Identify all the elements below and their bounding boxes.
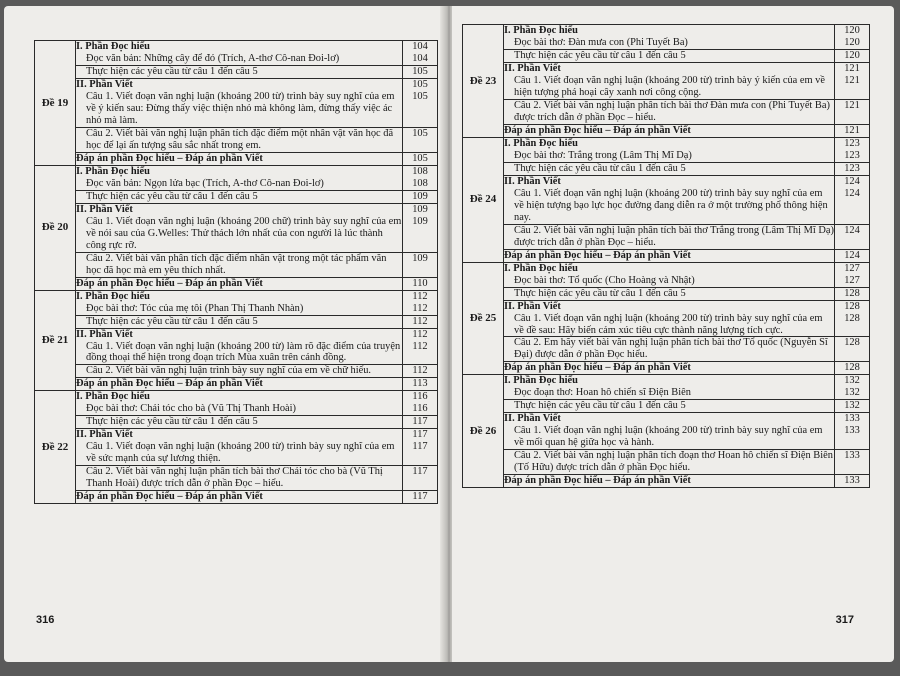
section-heading: II. Phần Viết [504,175,561,187]
page-ref: 133 [844,413,860,425]
exam-label: Đề 26 [463,375,504,488]
toc-row [35,315,438,328]
answer-key-entry: Đáp án phần Đọc hiểu – Đáp án phần Viết [504,249,691,261]
page-ref: 112 [412,328,428,340]
toc-entry [504,300,835,337]
entry-text: Đọc văn bản: Những cây để đó (Trích, A-thơ Cô-nan Đoi-lơ) [86,53,340,64]
entry-text: Thực hiện các yêu cầu từ câu 1 đến câu 5 [86,190,258,202]
toc-entry [504,99,835,124]
entry-text: Đọc đoạn thơ: Hoan hô chiến sĩ Điện Biên [514,387,691,399]
page-ref-cell [835,413,870,450]
page-ref-cell [835,287,870,300]
section-heading: I. Phần Đọc hiểu [76,165,150,177]
page-ref-cell [835,50,870,63]
entry-text: Thực hiện các yêu cầu từ câu 1 đến câu 5 [86,416,258,428]
toc-entry [504,362,835,375]
entry-text: Câu 2. Viết bài văn nghị luận phân tích đoạn thơ Hoan hô chiến sĩ Điện Biên (Tố Hữu) được trích dẫn ở phần Đọc hiểu. [514,450,833,474]
toc-entry [76,203,403,252]
page-ref: 120 [844,25,860,36]
page-ref-cell [403,277,438,290]
entry-text: Thực hiện các yêu cầu từ câu 1 đến câu 5 [86,66,258,77]
page-ref: 133 [844,475,860,487]
toc-entry [76,365,403,378]
toc-row [463,262,870,287]
toc-row [35,290,438,315]
page-ref-cell [835,450,870,475]
toc-entry [76,41,403,66]
toc-row [463,50,870,63]
page-ref-cell [403,66,438,79]
answer-key-entry: Đáp án phần Đọc hiểu – Đáp án phần Viết [76,491,263,503]
page-ref: 123 [844,162,860,174]
toc-row [463,175,870,224]
exam-label: Đề 25 [463,262,504,375]
page-ref-cell [403,491,438,504]
page-ref: 128 [844,287,860,299]
page-ref-cell [835,99,870,124]
page-ref-cell [403,328,438,365]
page-ref: 128 [844,362,860,374]
page-ref-cell [403,290,438,315]
toc-row [463,224,870,249]
page-ref: 109 [412,190,428,202]
toc-entry [504,475,835,488]
right-page [452,6,894,662]
toc-row [35,429,438,466]
exam-label: Đề 21 [35,290,76,391]
exam-label: Đề 23 [463,25,504,138]
entry-text: Câu 2. Em hãy viết bài văn nghị luận phân tích bài thơ Tổ quốc (Nguyễn Sĩ Đại) được dẫn ở phần Đọc hiểu. [514,337,828,361]
answer-key-entry: Đáp án phần Đọc hiểu – Đáp án phần Viết [76,277,263,289]
page-ref: 121 [844,99,860,111]
toc-row [35,41,438,66]
entry-text: Câu 1. Viết đoạn văn nghị luận (khoảng 200 từ) trình bày suy nghĩ của em về mối quan hệ giữa học và hành. [514,425,823,449]
toc-row [463,475,870,488]
entry-text: Câu 1. Viết đoạn văn nghị luận (khoảng 200 từ) trình bày suy nghĩ của em về đề sau: Hãy biến cảm xúc tiêu cực thành năng lượng tích cực. [514,312,823,336]
exam-label: Đề 20 [35,165,76,290]
page-ref-cell [403,203,438,252]
page-ref: 105 [412,127,428,139]
toc-entry [76,252,403,277]
toc-row [463,300,870,337]
page-ref-cell [835,25,870,50]
page-number-right: 317 [835,614,854,626]
toc-row [35,491,438,504]
page-ref: 109 [412,203,428,215]
page-ref: 110 [412,277,428,289]
toc-entry [504,249,835,262]
page-ref: 128 [844,300,860,312]
toc-entry [504,175,835,224]
toc-row [35,391,438,416]
entry-text: Câu 1. Viết đoạn văn nghị luận (khoảng 200 từ) trình bày suy nghĩ của em về sức mạnh của sự lương thiện. [86,441,395,465]
toc-row [463,287,870,300]
toc-entry [76,328,403,365]
page-ref: 117 [412,466,428,478]
page-ref: 116 [412,391,428,403]
entry-text: Đọc bài thơ: Tổ quốc (Cho Hoàng và Nhật) [514,274,695,286]
entry-text: Thực hiện các yêu cầu từ câu 1 đến câu 5 [514,400,686,412]
entry-text: Đọc văn bản: Ngọn lửa bạc (Trích, A-thơ Cô-nan Đoi-lơ) [86,177,324,189]
entry-text: Câu 1. Viết đoạn văn nghị luận (khoảng 200 từ) trình bày ý kiến của em về hiện tượng phá hoại cây xanh nơi công cộng. [514,75,825,98]
toc-row [463,375,870,400]
answer-key-entry: Đáp án phần Đọc hiểu – Đáp án phần Viết [504,362,691,374]
toc-entry [76,466,403,491]
entry-text: Câu 1. Viết đoạn văn nghị luận (khoảng 200 chữ) trình bày suy nghĩ của em về nói sau của G.Welles: Thử thách lớn nhất của con người là lúc thành công rực rỡ. [86,215,402,251]
entry-text: Thực hiện các yêu cầu từ câu 1 đến câu 5 [514,287,686,299]
toc-row [463,63,870,100]
toc-entry [504,450,835,475]
page-ref: 132 [844,400,860,412]
entry-text: Câu 2. Viết bài văn nghị luận phân tích bài thơ Đàn mưa con (Phi Tuyết Ba) được trích dẫn ở phần Đọc – hiểu. [514,99,830,123]
page-ref: 121 [844,63,860,74]
exam-label: Đề 19 [35,41,76,166]
page-ref-cell [835,300,870,337]
page-ref-cell [403,416,438,429]
toc-entry [504,337,835,362]
page-ref: 121 [844,124,860,136]
page-ref: 117 [412,416,428,428]
section-heading: II. Phần Viết [504,63,561,74]
page-ref: 112 [412,302,428,314]
entry-text: Đọc bài thơ: Chải tóc cho bà (Vũ Thị Thanh Hoài) [86,403,296,415]
page-ref: 105 [412,91,428,102]
page-ref: 123 [844,137,860,149]
page-ref-cell [835,249,870,262]
page-ref-cell [835,375,870,400]
entry-text: Câu 2. Viết bài văn nghị luận phân tích bài thơ Trắng trong (Lâm Thị Mĩ Dạ) được trích dẫn ở phần Đọc – hiểu. [514,224,834,248]
page-ref-cell [835,63,870,100]
page-ref: 104 [412,53,428,64]
toc-row [35,252,438,277]
page-ref: 124 [844,187,860,199]
toc-row [35,328,438,365]
entry-text: Đọc bài thơ: Trắng trong (Lâm Thị Mĩ Dạ) [514,149,692,161]
section-heading: II. Phần Viết [76,429,133,441]
toc-entry [76,391,403,416]
page-ref: 133 [844,425,860,437]
section-heading: II. Phần Viết [504,413,561,425]
page-ref: 109 [412,252,428,264]
page-ref-cell [835,124,870,137]
page-ref: 124 [844,249,860,261]
page-ref-cell [835,362,870,375]
toc-row [35,203,438,252]
page-ref: 128 [844,312,860,324]
toc-row [463,362,870,375]
page-ref: 104 [412,41,428,52]
toc-entry [76,378,403,391]
section-heading: I. Phần Đọc hiểu [504,375,578,387]
page-ref-cell [835,175,870,224]
toc-row [35,277,438,290]
toc-entry [504,375,835,400]
page-ref-cell [835,224,870,249]
page-ref-cell [403,252,438,277]
page-ref: 112 [412,365,428,377]
toc-row [35,79,438,128]
toc-entry [76,152,403,165]
page-ref: 112 [412,340,428,352]
toc-entry [504,224,835,249]
toc-row [463,137,870,162]
page-ref: 112 [412,315,428,327]
page-ref-cell [403,315,438,328]
toc-row [463,400,870,413]
toc-row [35,416,438,429]
toc-row [35,190,438,203]
section-heading: I. Phần Đọc hiểu [76,391,150,403]
toc-table-left [34,40,438,504]
entry-text: Câu 2. Viết bài văn nghị luận phân tích bài thơ Chải tóc cho bà (Vũ Thị Thanh Hoài) được trích dẫn ở phần Đọc – hiểu. [86,466,383,490]
toc-entry [76,66,403,79]
page-ref-cell [403,378,438,391]
toc-row [35,165,438,190]
page-ref-cell [403,391,438,416]
toc-entry [76,165,403,190]
page-ref-cell [835,162,870,175]
page-ref: 124 [844,175,860,187]
toc-entry [504,124,835,137]
page-ref-cell [835,137,870,162]
toc-entry [504,63,835,100]
page-ref-cell [403,41,438,66]
exam-label: Đề 22 [35,391,76,504]
page-ref: 117 [412,429,428,441]
toc-entry [504,162,835,175]
page-ref-cell [835,262,870,287]
toc-entry [504,137,835,162]
toc-entry [504,50,835,63]
section-heading: II. Phần Viết [504,300,561,312]
page-ref: 127 [844,274,860,286]
page-ref: 108 [412,165,428,177]
toc-row [35,152,438,165]
page-ref-cell [403,127,438,152]
page-ref-cell [403,429,438,466]
entry-text: Câu 1. Viết đoạn văn nghị luận (khoảng 200 từ) trình bày suy nghĩ của em về ý kiến sau: Đừng thấy việc thiện nhỏ mà không làm, đừng thấy việc ác nhỏ mà làm. [86,91,395,126]
page-ref: 123 [844,149,860,161]
toc-entry [504,25,835,50]
entry-text: Câu 2. Viết bài văn nghị luận phân tích đặc điểm một nhân vật văn học đã học để lại ấn tượng sâu sắc nhất trong em. [86,127,394,151]
answer-key-entry: Đáp án phần Đọc hiểu – Đáp án phần Viết [76,152,263,164]
page-ref-cell [403,79,438,128]
toc-row [35,365,438,378]
entry-text: Thực hiện các yêu cầu từ câu 1 đến câu 5 [514,50,686,61]
page-ref: 116 [412,403,428,415]
exam-label: Đề 24 [463,137,504,262]
toc-entry [504,262,835,287]
page-ref: 117 [412,491,428,503]
section-heading: I. Phần Đọc hiểu [76,41,150,52]
entry-text: Đọc bài thơ: Tóc của mẹ tôi (Phan Thị Thanh Nhàn) [86,302,304,314]
toc-entry [76,290,403,315]
toc-row [35,378,438,391]
page-ref: 120 [844,50,860,61]
toc-entry [76,315,403,328]
entry-text: Câu 1. Viết đoạn văn nghị luận (khoảng 200 từ) trình bày suy nghĩ của em về hiện tượng bạo lực học đường đang diễn ra ở một trường phổ thông hiện nay. [514,187,828,223]
section-heading: I. Phần Đọc hiểu [504,137,578,149]
toc-entry [76,429,403,466]
page-ref: 117 [412,441,428,453]
page-ref: 120 [844,37,860,48]
section-heading: I. Phần Đọc hiểu [504,25,578,36]
toc-row [35,466,438,491]
page-ref-cell [403,152,438,165]
toc-row [463,450,870,475]
page-ref-cell [403,165,438,190]
toc-row [35,66,438,79]
section-heading: I. Phần Đọc hiểu [76,290,150,302]
toc-entry [504,413,835,450]
toc-entry [76,127,403,152]
toc-entry [76,491,403,504]
toc-entry [504,287,835,300]
page-ref: 124 [844,224,860,236]
toc-row [35,127,438,152]
page-ref: 132 [844,387,860,399]
left-page [4,6,446,662]
page-ref-cell [403,365,438,378]
entry-text: Thực hiện các yêu cầu từ câu 1 đến câu 5 [514,162,686,174]
page-ref-cell [835,475,870,488]
page-ref-cell [403,190,438,203]
page-ref: 112 [412,290,428,302]
section-heading: II. Phần Viết [76,203,133,215]
page-ref: 133 [844,450,860,462]
page-ref-cell [403,466,438,491]
entry-text: Câu 2. Viết bài văn phân tích đặc điểm nhân vật trong một tác phẩm văn học đã học mà em yêu thích nhất. [86,252,387,276]
answer-key-entry: Đáp án phần Đọc hiểu – Đáp án phần Viết [76,378,263,390]
page-ref: 128 [844,337,860,349]
page-ref: 105 [412,152,428,164]
toc-entry [76,416,403,429]
toc-row [463,413,870,450]
toc-row [463,25,870,50]
page-ref: 113 [412,378,428,390]
section-heading: I. Phần Đọc hiểu [504,262,578,274]
toc-row [463,124,870,137]
toc-row [463,249,870,262]
page-ref: 132 [844,375,860,387]
toc-entry [76,277,403,290]
entry-text: Câu 1. Viết đoạn văn nghị luận (khoảng 200 từ) làm rõ đặc điểm của truyện đồng thoại thể hiện trong đoạn trích Mùa xuân trên cánh đồng. [86,340,401,364]
toc-entry [76,79,403,128]
page-ref: 105 [412,66,428,77]
page-ref: 105 [412,79,428,90]
page-ref: 121 [844,75,860,86]
answer-key-entry: Đáp án phần Đọc hiểu – Đáp án phần Viết [504,475,691,487]
page-ref-cell [835,400,870,413]
entry-text: Câu 2. Viết bài văn nghị luận trình bày suy nghĩ của em về chữ hiếu. [86,365,372,377]
toc-entry [76,190,403,203]
section-heading: II. Phần Viết [76,328,133,340]
toc-table-right [462,24,870,488]
page-ref: 127 [844,262,860,274]
entry-text: Đọc bài thơ: Đàn mưa con (Phi Tuyết Ba) [514,37,688,48]
page-ref-cell [835,337,870,362]
answer-key-entry: Đáp án phần Đọc hiểu – Đáp án phần Viết [504,124,691,136]
toc-row [463,99,870,124]
toc-row [463,162,870,175]
entry-text: Thực hiện các yêu cầu từ câu 1 đến câu 5 [86,315,258,327]
toc-row [463,337,870,362]
toc-entry [504,400,835,413]
page-ref: 109 [412,215,428,227]
page-number-left: 316 [36,614,55,626]
section-heading: II. Phần Viết [76,79,133,90]
page-ref: 108 [412,177,428,189]
